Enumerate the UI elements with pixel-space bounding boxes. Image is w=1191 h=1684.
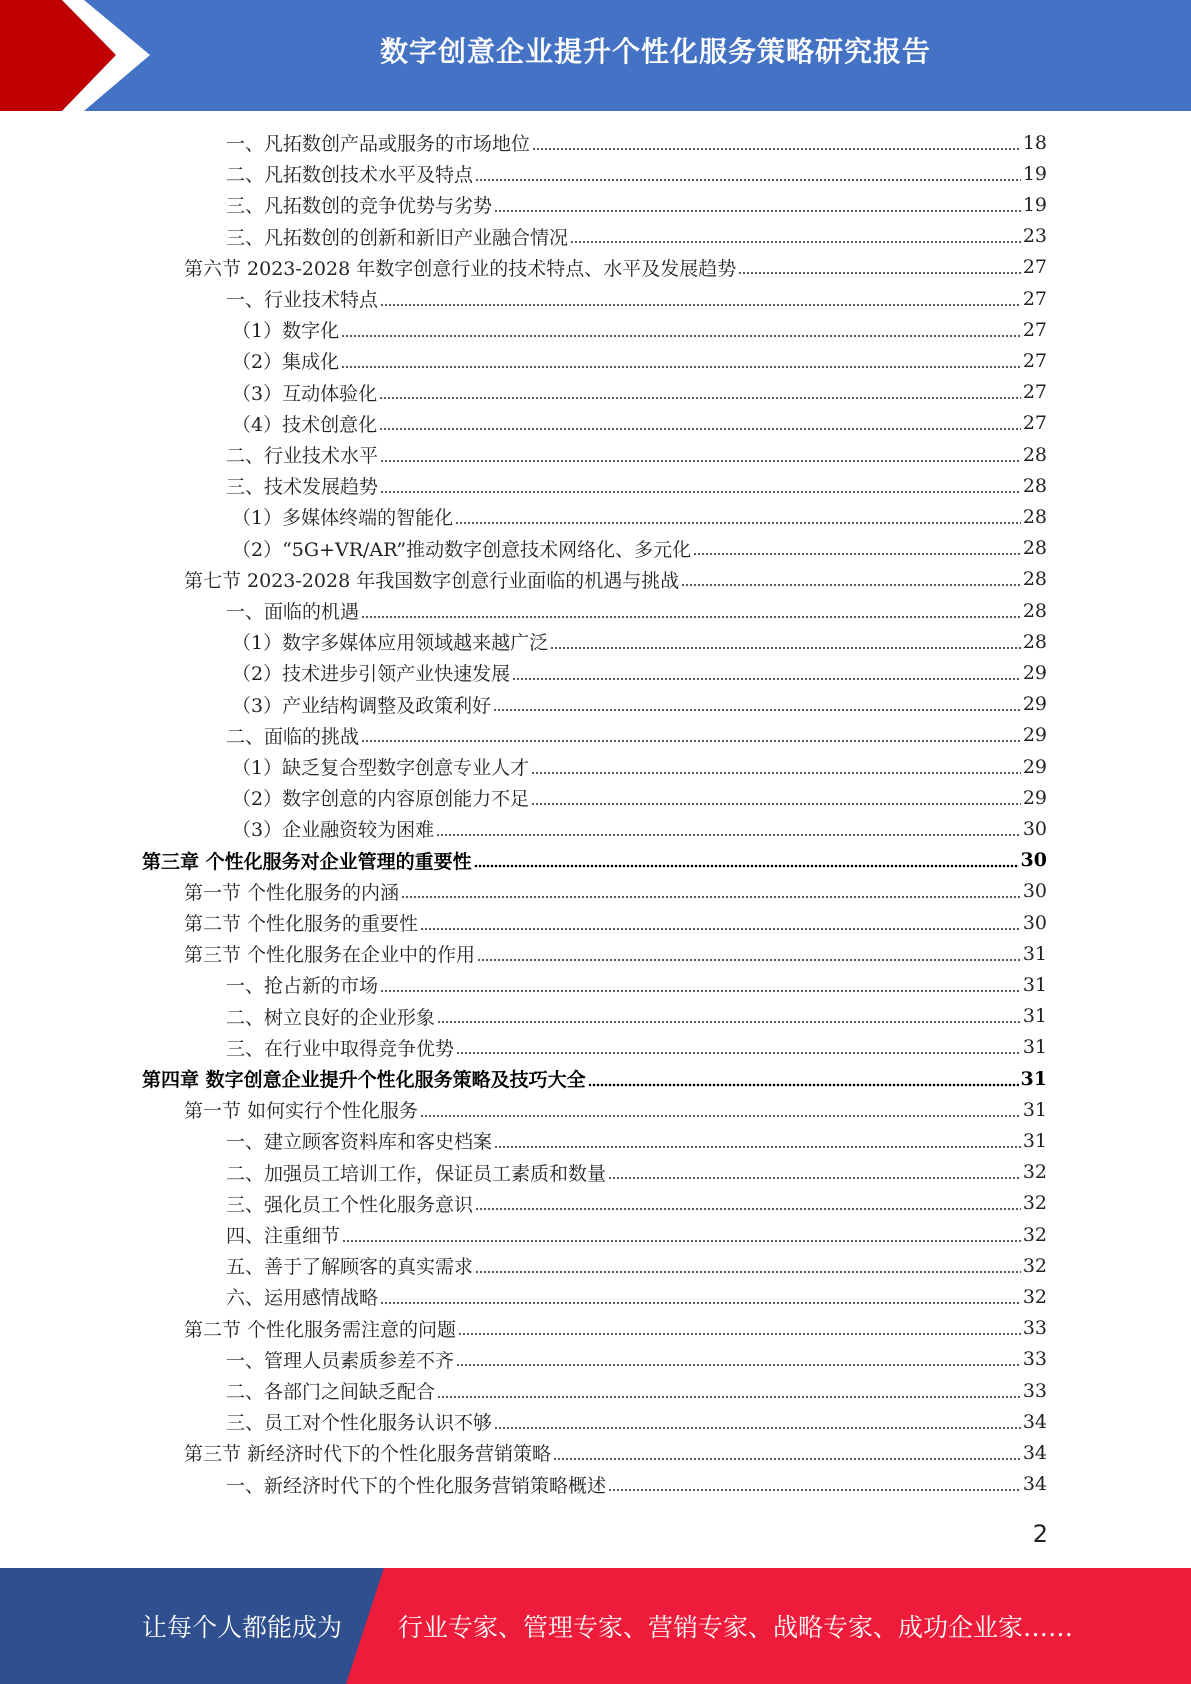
toc-entry[interactable] xyxy=(232,689,1047,720)
toc-entry-page: 18 xyxy=(1022,131,1047,154)
toc-entry-title: 一、建立顾客资料库和客史档案 xyxy=(226,1131,493,1154)
toc-entry[interactable] xyxy=(184,876,1047,907)
toc-dot-leader xyxy=(588,1083,1019,1087)
toc-entry[interactable] xyxy=(226,720,1047,751)
toc-dot-leader xyxy=(342,1239,1021,1243)
toc-entry-page: 27 xyxy=(1022,349,1047,372)
toc-dot-leader xyxy=(738,271,1021,275)
toc-chapter-entry[interactable] xyxy=(142,1063,1047,1094)
toc-dot-leader xyxy=(531,771,1021,775)
toc-entry-title: 三、强化员工个性化服务意识 xyxy=(226,1193,474,1216)
toc-dot-leader xyxy=(379,396,1021,400)
toc-dot-leader xyxy=(493,708,1021,712)
toc-entry[interactable] xyxy=(226,158,1047,189)
toc-entry[interactable] xyxy=(184,938,1047,969)
toc-entry[interactable] xyxy=(184,1437,1047,1468)
toc-entry[interactable] xyxy=(226,1281,1047,1312)
toc-entry-page: 33 xyxy=(1022,1348,1047,1371)
toc-entry[interactable] xyxy=(226,221,1047,252)
toc-dot-leader xyxy=(401,895,1021,899)
toc-entry-title: 一、面临的机遇 xyxy=(226,601,360,623)
toc-entry-page: 27 xyxy=(1022,287,1047,310)
toc-entry-page: 27 xyxy=(1022,256,1047,279)
toc-entry[interactable] xyxy=(226,1219,1047,1250)
toc-entry-title: 第四章 数字创意企业提升个性化服务策略及技巧大全 xyxy=(142,1069,586,1091)
toc-entry[interactable] xyxy=(232,751,1047,782)
toc-entry-title: 二、行业技术水平 xyxy=(226,445,379,467)
toc-entry-title: 一、管理人员素质参差不齐 xyxy=(226,1349,455,1372)
toc-entry-page: 31 xyxy=(1022,1005,1047,1028)
toc-dot-leader xyxy=(380,459,1021,463)
toc-entry-title: 三、凡拓数创的竞争优势与劣势 xyxy=(226,195,493,218)
toc-entry-title: 一、行业技术特点 xyxy=(226,289,379,311)
toc-dot-leader xyxy=(512,677,1021,681)
toc-entry-title: 第三节 新经济时代下的个性化服务营销策略 xyxy=(184,1443,552,1466)
toc-entry-title: 二、各部门之间缺乏配合 xyxy=(226,1381,436,1403)
toc-entry-title: 第六节 2023-2028 年数字创意行业的技术特点、水平及发展趋势 xyxy=(184,257,737,280)
page-number: 2 xyxy=(1032,1520,1048,1548)
toc-entry[interactable] xyxy=(232,782,1047,813)
toc-dot-leader xyxy=(475,1270,1021,1274)
toc-dot-leader xyxy=(494,209,1021,213)
toc-entry-page: 33 xyxy=(1022,1317,1047,1340)
toc-entry-page: 30 xyxy=(1022,880,1047,903)
toc-entry[interactable] xyxy=(232,408,1047,439)
toc-entry-title: （1）数字多媒体应用领域越来越广泛 xyxy=(232,632,549,655)
toc-dot-leader xyxy=(550,646,1021,650)
toc-entry[interactable] xyxy=(226,1001,1047,1032)
toc-dot-leader xyxy=(341,334,1021,338)
page-footer xyxy=(0,1568,1191,1684)
toc-entry-page: 28 xyxy=(1022,443,1047,466)
toc-entry-title: 三、技术发展趋势 xyxy=(226,476,379,499)
toc-entry-title: 三、员工对个性化服务认识不够 xyxy=(226,1412,493,1435)
page-header xyxy=(0,0,1191,111)
toc-dot-leader xyxy=(532,147,1021,151)
toc-entry-page: 32 xyxy=(1022,1285,1047,1308)
toc-dot-leader xyxy=(361,615,1021,619)
toc-entry-page: 31 xyxy=(1022,1129,1047,1152)
toc-entry[interactable] xyxy=(226,1157,1047,1188)
toc-entry-page: 19 xyxy=(1022,193,1047,216)
toc-entry[interactable] xyxy=(226,439,1047,470)
toc-entry-title: 二、凡拓数创技术水平及特点 xyxy=(226,164,474,187)
toc-entry-page: 23 xyxy=(1022,225,1047,248)
toc-entry[interactable] xyxy=(226,1344,1047,1375)
toc-entry-title: 第三章 个性化服务对企业管理的重要性 xyxy=(142,850,472,873)
toc-entry-title: 二、面临的挑战 xyxy=(226,725,360,748)
toc-dot-leader xyxy=(361,739,1021,743)
toc-entry-title: 六、运用感情战略 xyxy=(226,1287,379,1310)
toc-entry-page: 30 xyxy=(1022,911,1047,934)
toc-entry-page: 29 xyxy=(1022,755,1047,778)
toc-entry-title: 第三节 个性化服务在企业中的作用 xyxy=(184,944,476,967)
toc-entry-page: 28 xyxy=(1022,505,1047,528)
toc-entry-page: 29 xyxy=(1022,661,1047,684)
toc-entry-page: 31 xyxy=(1022,1036,1047,1059)
toc-entry-page: 29 xyxy=(1022,724,1047,747)
toc-dot-leader xyxy=(681,583,1021,587)
toc-entry-title: （2）数字创意的内容原创能力不足 xyxy=(232,788,530,811)
toc-entry-title: 二、树立良好的企业形象 xyxy=(226,1006,436,1029)
toc-dot-leader xyxy=(456,1363,1021,1367)
toc-entry[interactable] xyxy=(232,626,1047,657)
toc-dot-leader xyxy=(475,1207,1021,1211)
toc-entry-title: 第一节 如何实行个性化服务 xyxy=(184,1100,419,1123)
toc-dot-leader xyxy=(570,240,1021,244)
toc-entry-page: 29 xyxy=(1022,786,1047,809)
toc-entry[interactable] xyxy=(226,1188,1047,1219)
toc-entry[interactable] xyxy=(184,907,1047,938)
toc-dot-leader xyxy=(437,1020,1021,1024)
toc-dot-leader xyxy=(436,833,1021,837)
toc-dot-leader xyxy=(341,365,1021,369)
toc-entry-title: （1）数字化 xyxy=(232,320,340,343)
toc-dot-leader xyxy=(477,958,1021,962)
toc-entry-page: 31 xyxy=(1020,1067,1047,1090)
toc-entry-title: （1）多媒体终端的智能化 xyxy=(232,507,454,530)
toc-entry[interactable] xyxy=(226,1125,1047,1156)
toc-entry[interactable] xyxy=(226,595,1047,626)
toc-entry[interactable] xyxy=(232,533,1047,564)
toc-entry-title: 第二节 个性化服务需注意的问题 xyxy=(184,1318,457,1341)
toc-entry-title: （3）企业融资较为困难 xyxy=(232,819,435,842)
toc-dot-leader xyxy=(420,927,1021,931)
toc-dot-leader xyxy=(693,552,1021,556)
toc-entry-page: 28 xyxy=(1022,568,1047,591)
toc-entry[interactable] xyxy=(226,1250,1047,1281)
toc-dot-leader xyxy=(380,1301,1021,1305)
toc-entry-title: 第二节 个性化服务的重要性 xyxy=(184,913,419,935)
report-title: 数字创意企业提升个性化服务策略研究报告 xyxy=(379,35,931,68)
toc-dot-leader xyxy=(531,802,1021,806)
toc-dot-leader xyxy=(380,303,1021,307)
toc-dot-leader xyxy=(494,1426,1021,1430)
toc-dot-leader xyxy=(456,1051,1021,1055)
toc-dot-leader xyxy=(379,427,1021,431)
toc-entry-title: 第七节 2023-2028 年我国数字创意行业面临的机遇与挑战 xyxy=(184,569,680,592)
toc-entry[interactable] xyxy=(226,1469,1047,1500)
footer-slogan-right: 行业专家、管理专家、营销专家、战略专家、成功企业家…… xyxy=(398,1613,1074,1642)
toc-entry-title: （2）技术进步引领产业快速发展 xyxy=(232,663,511,686)
toc-dot-leader xyxy=(475,178,1021,182)
toc-entry-page: 30 xyxy=(1020,849,1047,872)
toc-entry-title: 第一节 个性化服务的内涵 xyxy=(184,881,400,904)
toc-entry-page: 28 xyxy=(1022,474,1047,497)
toc-entry-page: 31 xyxy=(1022,942,1047,965)
toc-entry[interactable] xyxy=(226,1375,1047,1406)
toc-dot-leader xyxy=(455,521,1021,525)
toc-entry[interactable] xyxy=(184,564,1047,595)
toc-entry-title: 二、加强员工培训工作，保证员工素质和数量 xyxy=(226,1162,607,1185)
toc-chapter-entry[interactable] xyxy=(142,845,1047,876)
toc-entry-page: 32 xyxy=(1022,1254,1047,1277)
toc-entry-page: 33 xyxy=(1022,1379,1047,1402)
toc-dot-leader xyxy=(437,1395,1021,1399)
toc-entry-title: （2）集成化 xyxy=(232,351,340,374)
toc-entry-page: 32 xyxy=(1022,1192,1047,1215)
toc-entry-title: （4）技术创意化 xyxy=(232,413,378,436)
toc-entry-page: 28 xyxy=(1022,630,1047,653)
toc-entry-page: 27 xyxy=(1022,381,1047,404)
toc-entry-page: 27 xyxy=(1022,318,1047,341)
toc-dot-leader xyxy=(553,1457,1021,1461)
toc-dot-leader xyxy=(608,1176,1021,1180)
toc-entry-page: 34 xyxy=(1022,1473,1047,1496)
toc-entry[interactable] xyxy=(232,813,1047,844)
toc-entry-title: 五、善于了解顾客的真实需求 xyxy=(226,1256,474,1279)
toc-dot-leader xyxy=(380,989,1021,993)
toc-entry-title: （3）互动体验化 xyxy=(232,382,378,405)
toc-entry-title: 一、新经济时代下的个性化服务营销策略概述 xyxy=(226,1474,607,1497)
toc-entry-page: 34 xyxy=(1022,1410,1047,1433)
toc-dot-leader xyxy=(608,1488,1021,1492)
toc-entry-page: 31 xyxy=(1022,973,1047,996)
toc-entry-page: 32 xyxy=(1022,1161,1047,1184)
toc-entry[interactable] xyxy=(226,1032,1047,1063)
toc-entry-page: 29 xyxy=(1022,693,1047,716)
toc-entry-title: （1）缺乏复合型数字创意专业人才 xyxy=(232,757,530,779)
toc-entry[interactable] xyxy=(226,283,1047,314)
toc-entry-title: 四、注重细节 xyxy=(226,1225,341,1247)
toc-entry[interactable] xyxy=(226,127,1047,158)
toc-entry-page: 27 xyxy=(1022,412,1047,435)
toc-entry[interactable] xyxy=(232,377,1047,408)
toc-entry[interactable] xyxy=(232,345,1047,376)
toc-entry-title: 一、凡拓数创产品或服务的市场地位 xyxy=(226,133,531,155)
toc-entry[interactable] xyxy=(226,470,1047,501)
toc-entry-page: 28 xyxy=(1022,599,1047,622)
toc-dot-leader xyxy=(474,864,1019,868)
toc-dot-leader xyxy=(380,490,1021,494)
toc-entry[interactable] xyxy=(184,1313,1047,1344)
toc-entry[interactable] xyxy=(226,969,1047,1000)
toc-entry-title: 三、凡拓数创的创新和新旧产业融合情况 xyxy=(226,226,569,249)
toc-entry-page: 34 xyxy=(1022,1441,1047,1464)
toc-entry-page: 19 xyxy=(1022,162,1047,185)
toc-entry[interactable] xyxy=(232,314,1047,345)
toc-dot-leader xyxy=(458,1332,1021,1336)
toc-dot-leader xyxy=(420,1114,1021,1118)
toc-entry-page: 30 xyxy=(1022,817,1047,840)
toc-entry[interactable] xyxy=(184,1094,1047,1125)
toc-entry-title: （2）“5G+VR/AR”推动数字创意技术网络化、多元化 xyxy=(232,538,692,561)
toc-entry[interactable] xyxy=(232,501,1047,532)
toc-entry-title: （3）产业结构调整及政策利好 xyxy=(232,694,492,717)
toc-dot-leader xyxy=(494,1145,1021,1149)
toc-entry[interactable] xyxy=(184,252,1047,283)
toc-entry[interactable] xyxy=(226,1406,1047,1437)
toc-entry-page: 28 xyxy=(1022,537,1047,560)
toc-entry-page: 31 xyxy=(1022,1098,1047,1121)
footer-slogan-left: 让每个人都能成为 xyxy=(142,1613,343,1642)
toc-entry[interactable] xyxy=(232,657,1047,688)
toc-entry-title: 一、抢占新的市场 xyxy=(226,975,379,998)
toc-entry[interactable] xyxy=(226,189,1047,220)
toc-entry-title: 三、在行业中取得竞争优势 xyxy=(226,1037,455,1060)
toc-entry-page: 32 xyxy=(1022,1223,1047,1246)
